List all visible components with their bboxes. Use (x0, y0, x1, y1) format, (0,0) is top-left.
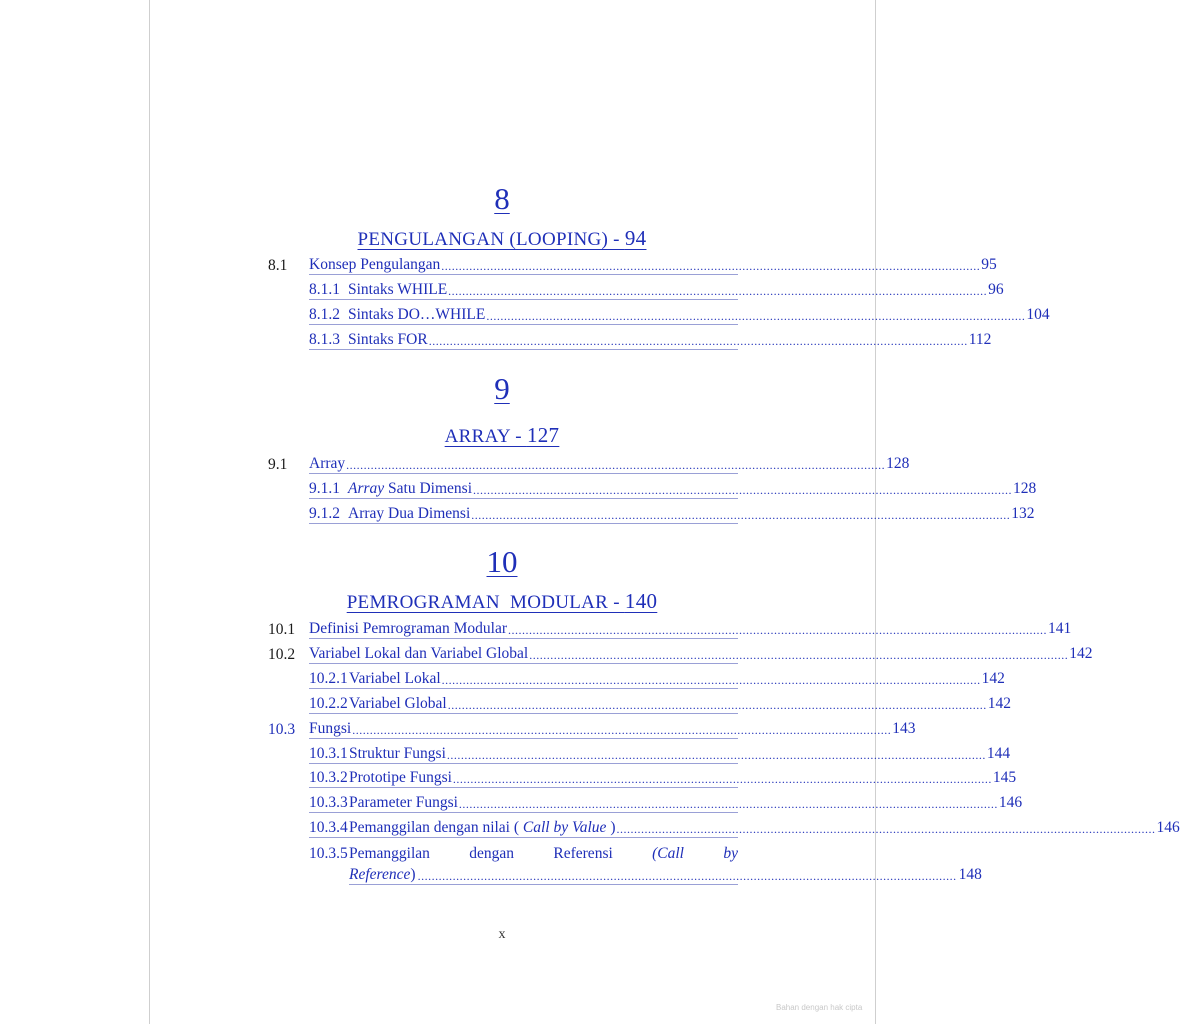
entry-page: 143 (892, 720, 916, 737)
entry-page: 132 (1011, 505, 1035, 522)
entry-number: 10.3.4 (309, 819, 348, 836)
chapter-10-title[interactable] (0, 589, 1004, 614)
chapter-8-title[interactable] (0, 226, 1004, 251)
entry-label-rest: Satu Dimensi (384, 480, 473, 497)
dot-leader: .......................................................................................................................................................... (448, 284, 988, 298)
chapter-9-number[interactable]: 9 (494, 371, 510, 406)
chapter-9-title[interactable] (0, 423, 1004, 448)
entry-page: 144 (986, 745, 1011, 762)
entry-page: 141 (1048, 620, 1072, 637)
dot-leader: .......................................................................................................................................................... (616, 822, 1156, 836)
entry-label-italic: Call by Value (522, 819, 607, 836)
chapter-8-title-text: PENGULANGAN (LOOPING) - (357, 229, 625, 250)
section-number: 10.3 (268, 721, 296, 738)
toc-entry-8-1[interactable] (309, 255, 997, 275)
entry-page: 142 (981, 670, 1005, 687)
entry-page: 128 (886, 455, 910, 472)
toc-entry-10-3-5[interactable] (309, 843, 738, 863)
dot-leader: .......................................................................................................................................................... (446, 748, 986, 762)
entry-label (348, 480, 472, 498)
chapter-8-number[interactable]: 8 (494, 181, 510, 216)
dot-leader: .......................................................................................................................................................... (447, 698, 987, 712)
entry-page: 96 (988, 281, 1004, 298)
entry-number: 10.3.1 (309, 745, 348, 762)
toc-entry-9-1-1[interactable] (309, 479, 1037, 499)
entry-word: (Call (652, 845, 684, 862)
entry-number: 10.3.5 (309, 845, 348, 862)
dot-leader: .......................................................................................................................................................... (352, 723, 892, 737)
toc-entry-8-1-2[interactable] (309, 305, 1050, 325)
entry-number: 9.1.2 (309, 505, 340, 522)
section-number: 8.1 (268, 257, 288, 274)
toc-entry-9-1-2[interactable] (309, 504, 1035, 524)
toc-entry-10-2[interactable] (309, 644, 1093, 664)
dot-leader: .......................................................................................................................................................... (441, 673, 981, 687)
entry-label-start: Pemanggilan dengan nilai ( (349, 819, 523, 836)
entry-page: 128 (1013, 480, 1037, 497)
entry-label: Array (309, 455, 346, 472)
entry-label-end: ) (410, 866, 416, 883)
entry-number: 8.1.2 (309, 306, 340, 323)
entry-label: Variabel Lokal (349, 670, 441, 687)
entry-label: Sintaks DO…WHILE (348, 306, 486, 323)
page-edge-left (149, 0, 150, 1024)
entry-label: Definisi Pemrograman Modular (309, 620, 508, 637)
entry-label: Konsep Pengulangan (309, 256, 441, 273)
entry-label: Sintaks WHILE (348, 281, 448, 298)
entry-page: 146 (998, 794, 1023, 811)
entry-number: 8.1.3 (309, 331, 340, 348)
entry-label-line2 (349, 866, 416, 884)
entry-label: Fungsi (309, 720, 352, 737)
toc-entry-10-3[interactable] (309, 719, 916, 739)
chapter-9-title-text: ARRAY - (444, 426, 527, 447)
toc-entry-10-1[interactable] (309, 619, 1072, 639)
toc-entry-9-1[interactable] (309, 454, 910, 474)
toc-entry-8-1-3[interactable] (309, 330, 992, 350)
chapter-10-title-text: PEMROGRAMAN MODULAR - (346, 592, 625, 613)
entry-word: Pemanggilan (349, 845, 430, 862)
entry-label: Variabel Lokal dan Variabel Global (309, 645, 529, 662)
dot-leader: .......................................................................................................................................................... (346, 458, 886, 472)
entry-label: Sintaks FOR (348, 331, 428, 348)
dot-leader: .......................................................................................................................................................... (441, 259, 981, 273)
entry-label-italic: Reference (349, 866, 411, 883)
entry-label-italic: Array (348, 480, 385, 497)
entry-number: 9.1.1 (309, 480, 340, 497)
entry-page: 145 (992, 769, 1017, 786)
toc-entry-10-3-5-line2[interactable] (349, 865, 982, 885)
entry-page: 104 (1026, 306, 1050, 323)
dot-leader: .......................................................................................................................................................... (508, 623, 1048, 637)
dot-leader: .......................................................................................................................................................... (458, 797, 998, 811)
entry-label-line1 (349, 845, 738, 863)
entry-label (349, 819, 615, 837)
chapter-10-number[interactable]: 10 (486, 544, 518, 579)
dot-leader: .......................................................................................................................................................... (486, 309, 1026, 323)
entry-page: 142 (1069, 645, 1093, 662)
entry-page: 95 (981, 256, 997, 273)
entry-number: 10.2.1 (309, 670, 348, 687)
copyright-watermark: Bahan dengan hak cipta (776, 1003, 863, 1012)
page-folio: x (498, 927, 506, 942)
entry-word: by (723, 845, 738, 862)
entry-word: dengan (469, 845, 515, 862)
entry-page: 146 (1156, 819, 1180, 836)
section-number: 9.1 (268, 456, 288, 473)
entry-label: Prototipe Fungsi (349, 769, 452, 786)
toc-entry-10-3-4[interactable] (309, 818, 1180, 838)
chapter-9-title-page: 127 (526, 423, 560, 447)
dot-leader: .......................................................................................................................................................... (428, 334, 968, 348)
toc-entry-10-2-1[interactable] (309, 669, 1005, 689)
toc-entry-8-1-1[interactable] (309, 280, 1004, 300)
entry-page: 148 (958, 866, 982, 883)
dot-leader: .......................................................................................................................................................... (529, 648, 1069, 662)
entry-label: Array Dua Dimensi (348, 505, 471, 522)
chapter-10-title-page: 140 (624, 589, 658, 613)
entry-number: 10.2.2 (309, 695, 348, 712)
entry-label: Struktur Fungsi (349, 745, 446, 762)
entry-label-end: ) (606, 819, 616, 836)
toc-entry-10-3-3[interactable] (309, 793, 1023, 813)
entry-page: 142 (987, 695, 1011, 712)
toc-entry-10-2-2[interactable] (309, 694, 1011, 714)
entry-page: 112 (968, 331, 992, 348)
entry-label: Variabel Global (349, 695, 447, 712)
entry-number: 8.1.1 (309, 281, 340, 298)
entry-number: 10.3.2 (309, 769, 348, 786)
entry-number: 10.3.3 (309, 794, 348, 811)
dot-leader: .......................................................................................................................................................... (452, 772, 992, 786)
dot-leader: .......................................................................................................................................................... (417, 869, 957, 883)
entry-word: Referensi (553, 845, 613, 862)
entry-label: Parameter Fungsi (349, 794, 458, 811)
dot-leader: .......................................................................................................................................................... (473, 483, 1013, 497)
chapter-8-title-page: 94 (624, 226, 647, 250)
toc-entry-10-3-1[interactable] (309, 744, 1011, 764)
section-number: 10.2 (268, 646, 296, 663)
toc-entry-10-3-2[interactable] (309, 768, 1017, 788)
section-number: 10.1 (268, 621, 296, 638)
dot-leader: .......................................................................................................................................................... (471, 508, 1011, 522)
